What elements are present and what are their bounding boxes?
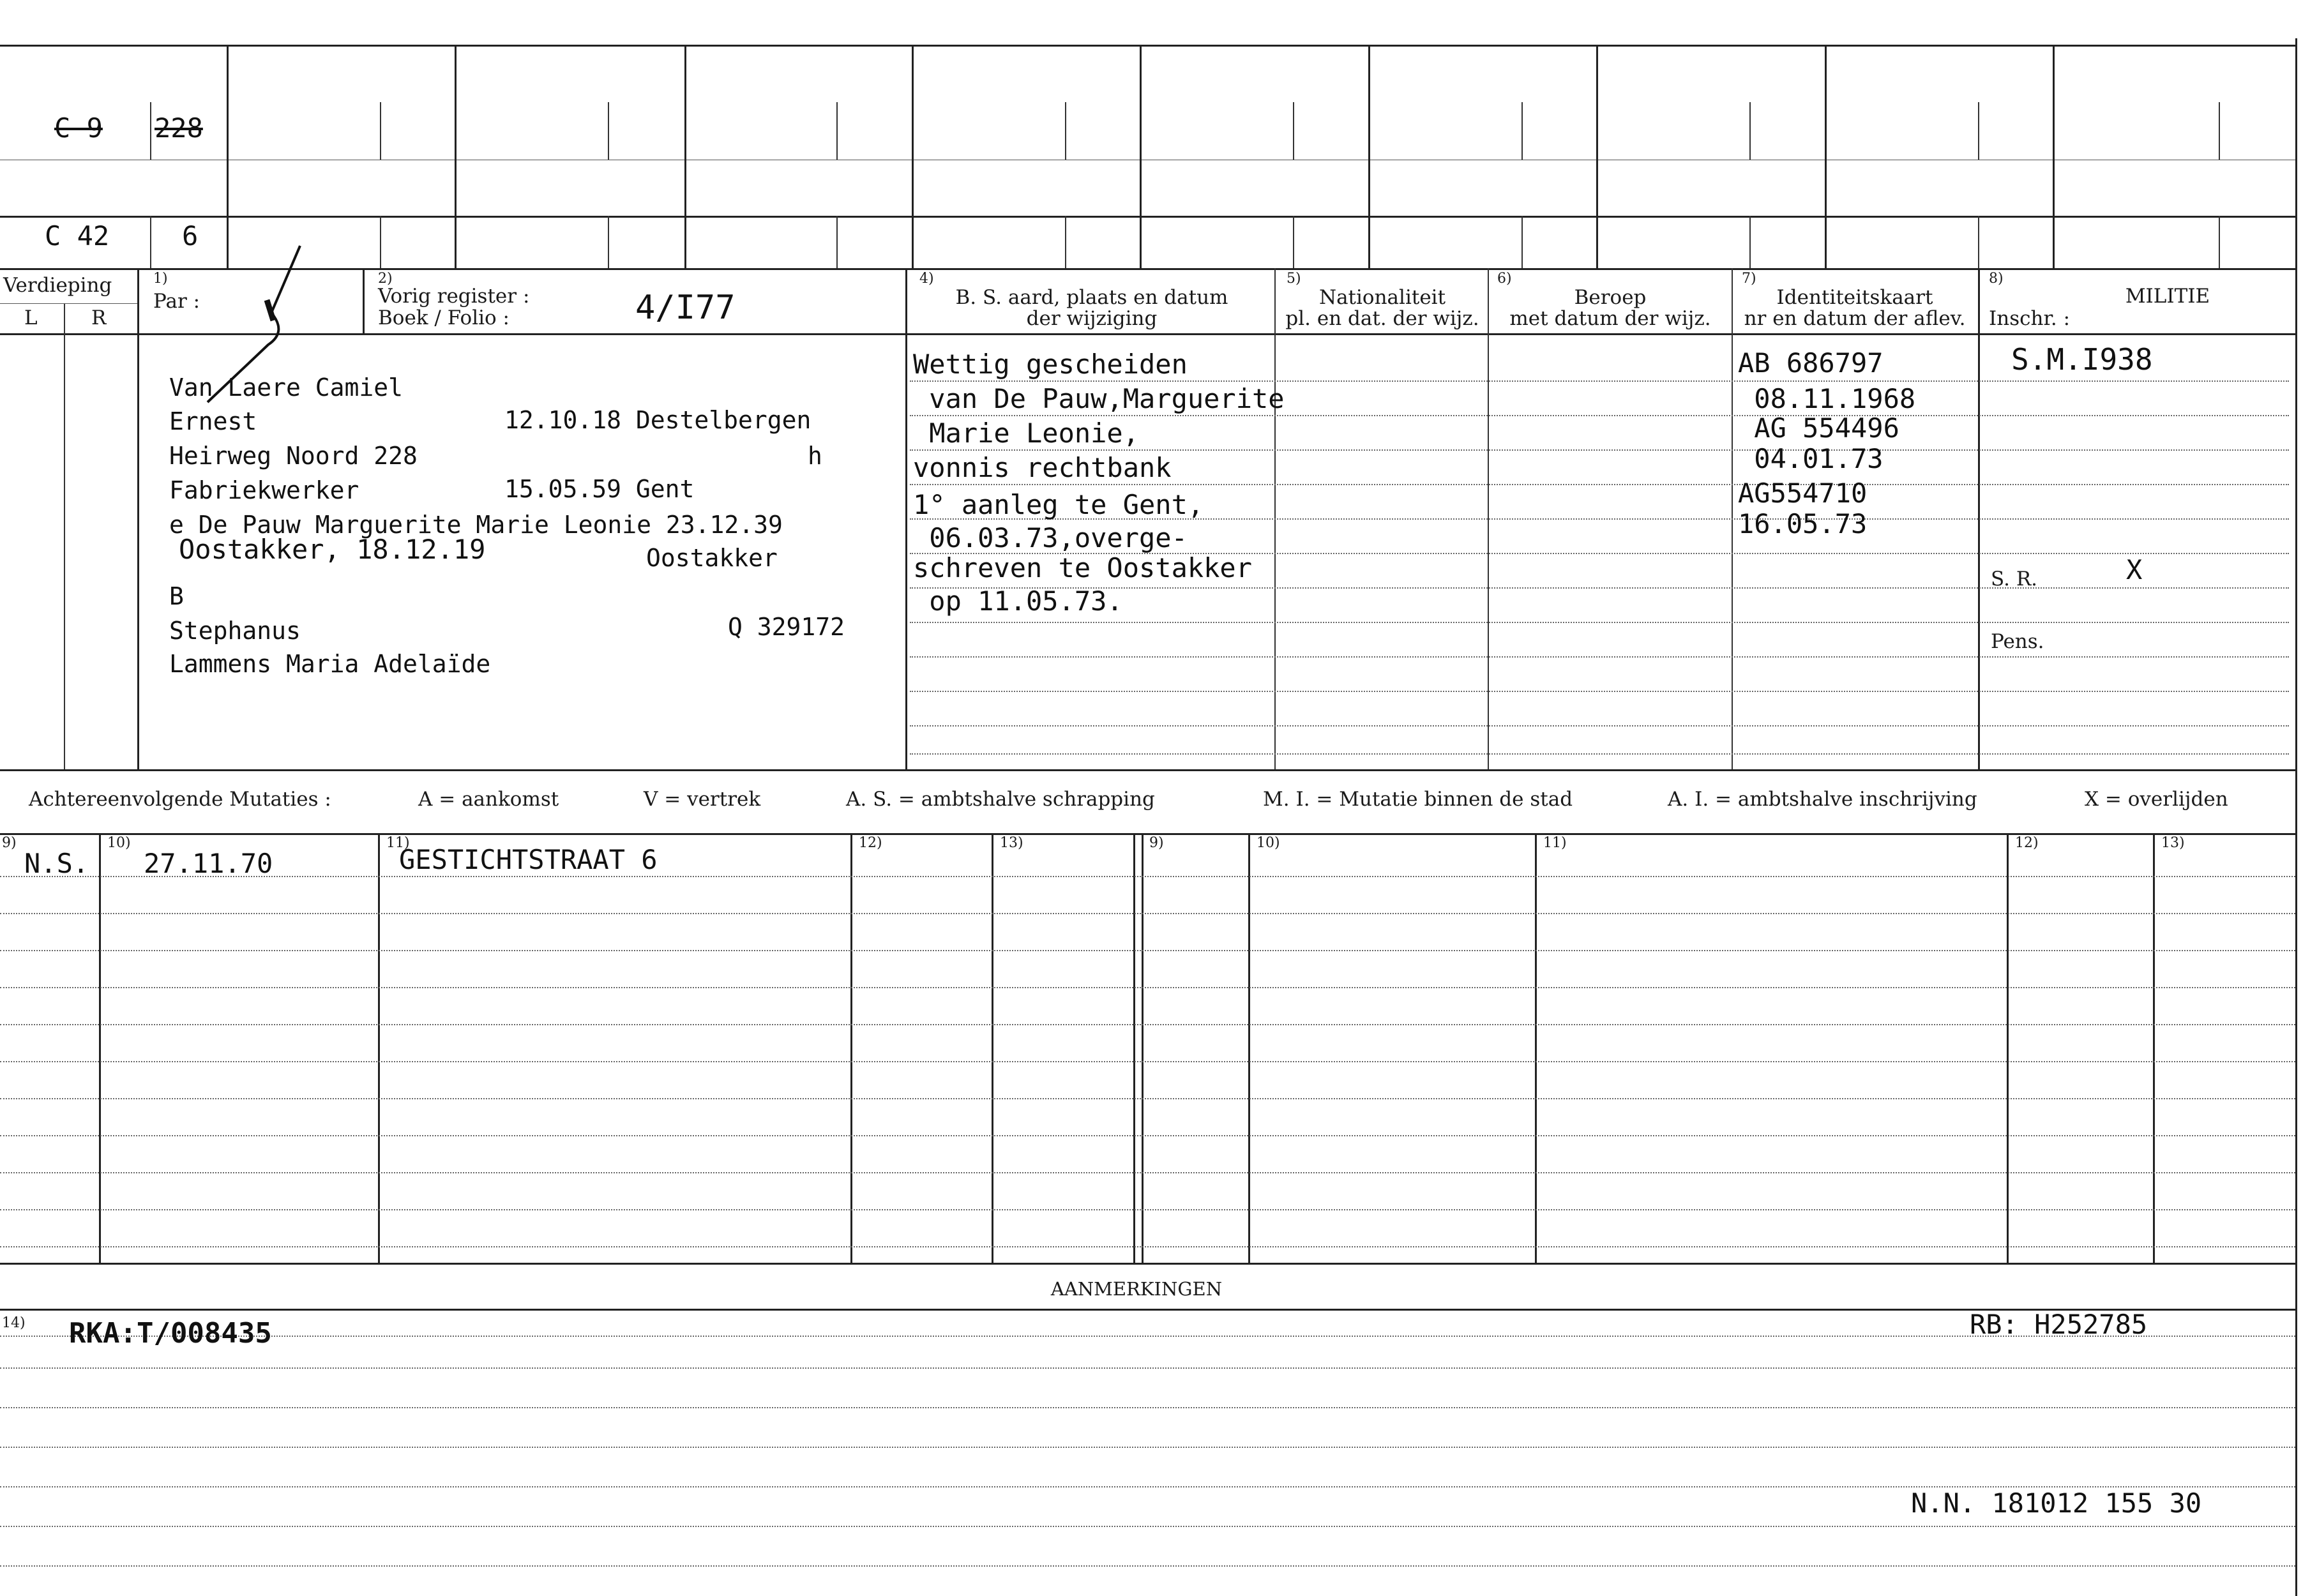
bs-header-1: B. S. aard, plaats en datum: [955, 286, 1228, 309]
mut-col9-header: 9): [2, 835, 17, 851]
remarks-number: 14): [2, 1315, 26, 1331]
mut-col12-header: 12): [859, 835, 882, 851]
bs-entry: 1° aanleg te Gent,: [913, 489, 1204, 520]
person-job-date: 15.05.59 Gent: [504, 475, 695, 503]
id-card-entry: AB 686797: [1738, 347, 1883, 379]
sr-value: X: [2126, 554, 2143, 585]
person-address: Heirweg Noord 228: [169, 442, 418, 470]
col6-number: 6): [1497, 271, 1512, 287]
bs-entry: schreven te Oostakker: [913, 552, 1253, 583]
inschr-label: Inschr. :: [1989, 307, 2071, 330]
beroep-header-2: met datum der wijz.: [1509, 307, 1711, 330]
person-spouse: e De Pauw Marguerite Marie Leonie 23.12.39: [169, 511, 783, 539]
legend-ai: A. I. = ambtshalve inschrijving: [1668, 788, 1977, 811]
legend-v: V = vertrek: [644, 788, 761, 811]
bs-entry: 06.03.73,overge-: [913, 522, 1188, 553]
nn-number: N.N. 181012 155 30: [1911, 1487, 2202, 1519]
id-card-entry: AG 554496: [1738, 412, 1899, 444]
old-number: 228: [155, 112, 203, 144]
floor-l-label: L: [24, 306, 38, 329]
rka-number: RKA:T/008435: [69, 1317, 272, 1350]
id-header-2: nr en datum der aflev.: [1744, 307, 1966, 330]
nationality-header-1: Nationaliteit: [1318, 286, 1446, 309]
mut-col11-header: 11): [386, 835, 410, 851]
cadastral-code: C 42: [45, 220, 110, 252]
legend-title: Achtereenvolgende Mutaties :: [29, 788, 331, 811]
cadastral-number: 6: [182, 220, 199, 252]
mut-col10-header: 10): [107, 835, 131, 851]
pens-label: Pens.: [1991, 630, 2044, 653]
person-marker: B: [169, 582, 184, 610]
register-value: 4/I77: [635, 289, 736, 327]
mut-col11b-header: 11): [1543, 835, 1567, 851]
militie-inschr-value: S.M.I938: [2011, 342, 2153, 377]
beroep-header-1: Beroep: [1574, 286, 1647, 309]
bs-entry: van De Pauw,Marguerite: [913, 383, 1285, 414]
boek-folio-label: Boek / Folio :: [378, 306, 510, 329]
person-job: Fabriekwerker: [169, 476, 359, 504]
militie-header: MILITIE: [2125, 285, 2210, 308]
mut-col13b-header: 13): [2161, 835, 2185, 851]
person-code: Q 329172: [728, 613, 845, 641]
col8-number: 8): [1989, 271, 2004, 287]
mut-col12b-header: 12): [2015, 835, 2039, 851]
col5-number: 5): [1287, 271, 1301, 287]
person-line-1: Van Laere Camiel: [169, 373, 404, 402]
id-card-entry: AG554710: [1738, 478, 1868, 509]
bs-entry: op 11.05.73.: [913, 585, 1123, 617]
verdieping-label: Verdieping: [3, 274, 112, 297]
mutation-date: 27.11.70: [144, 848, 273, 879]
person-given-name: Ernest: [169, 407, 257, 435]
mutation-address: GESTICHTSTRAAT 6: [399, 844, 658, 875]
bs-entry: Wettig gescheiden: [913, 349, 1188, 380]
floor-r-label: R: [91, 306, 107, 329]
id-card-entry: 16.05.73: [1738, 508, 1868, 539]
par-label: Par :: [153, 290, 200, 313]
id-header-1: Identiteitskaart: [1776, 286, 1933, 309]
mut-col10b-header: 10): [1257, 835, 1280, 851]
person-place-right: Oostakker: [646, 544, 778, 572]
remarks-title: AANMERKINGEN: [1050, 1278, 1223, 1300]
bs-entry: vonnis rechtbank: [913, 452, 1172, 483]
id-card-entry: 04.01.73: [1738, 443, 1883, 474]
vorig-register-label: Vorig register :: [378, 285, 530, 308]
legend-mi: M. I. = Mutatie binnen de stad: [1263, 788, 1573, 811]
person-birth: 12.10.18 Destelbergen: [504, 406, 812, 434]
person-birthplace: Oostakker, 18.12.19: [179, 534, 486, 565]
sr-label: S. R.: [1991, 568, 2038, 591]
col2-number: 2): [378, 271, 393, 287]
mut-col13-header: 13): [1000, 835, 1023, 851]
legend-a: A = aankomst: [418, 788, 559, 811]
bs-entry: Marie Leonie,: [913, 418, 1140, 449]
bs-header-2: der wijziging: [1026, 307, 1158, 330]
col1-number: 1): [153, 271, 168, 287]
person-father: Stephanus: [169, 617, 301, 645]
col7-number: 7): [1742, 271, 1756, 287]
rb-number: RB: H252785: [1970, 1309, 2148, 1340]
person-address-mark: h: [808, 442, 822, 470]
mutation-code: N.S.: [24, 848, 89, 879]
legend-as: A. S. = ambtshalve schrapping: [846, 788, 1155, 811]
legend-x: X = overlijden: [2085, 788, 2228, 811]
old-code: C 9: [54, 112, 103, 144]
person-mother: Lammens Maria Adelaïde: [169, 650, 491, 678]
col4-number: 4): [919, 271, 934, 287]
nationality-header-2: pl. en dat. der wijz.: [1285, 307, 1479, 330]
id-card-entry: 08.11.1968: [1738, 383, 1916, 414]
mut-col9b-header: 9): [1149, 835, 1164, 851]
